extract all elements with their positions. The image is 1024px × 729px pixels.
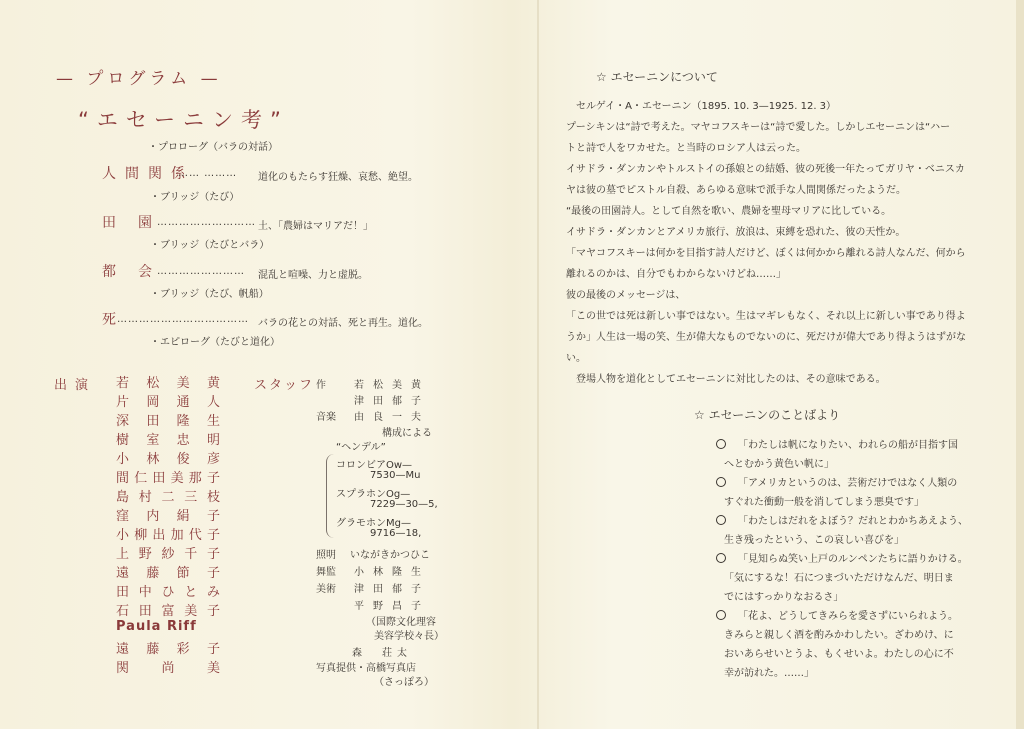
cast-member: 島 村 二 三 枝: [116, 490, 220, 505]
cast-member: 石 田 富 美 子: [116, 604, 220, 619]
quote-line: きみらと親しく酒を酌みかわしたい。ざわめけ、に: [724, 630, 954, 641]
section-leader: ………………………………: [117, 314, 249, 325]
cast-member: 関 尚 美: [116, 661, 220, 676]
staff-label: スタッフ: [254, 378, 315, 393]
quote-line: へとむかう黄色い帆に」: [724, 459, 834, 470]
section-name: 死: [102, 312, 125, 328]
record-label: スプラホンOg—: [336, 489, 411, 500]
staff-name: 小林隆生: [354, 567, 430, 578]
bullet-circle-icon: [716, 515, 726, 525]
cast-member: 遠 藤 彩 子: [116, 642, 220, 657]
quote-line: 「わたしはだれをよぼう？だれとわかちあえよう、: [738, 516, 968, 527]
section-leader: ……………………: [157, 266, 245, 277]
about-line: プーシキンは“詩で考えた。マヤコフスキーは“詩で愛した。しかしエセーニンは“ハー: [566, 122, 951, 133]
bridge: ・ブリッジ（たびとバラ）: [150, 240, 270, 251]
program-heading: — プログラム —: [56, 69, 222, 89]
photo-credit: 写真提供・高橋写真店: [316, 663, 416, 674]
prologue: ・プロローグ（バラの対話）: [148, 142, 278, 153]
bridge: ・ブリッジ（たび、帆船）: [150, 289, 269, 300]
section-name: 田園: [102, 215, 174, 231]
cast-member: 間 仁 田 美 那 子: [116, 471, 220, 486]
section-leader: ………………………: [157, 217, 256, 228]
cast-member: 田 中 ひ と み: [116, 585, 220, 600]
about-paragraph: [566, 96, 966, 390]
quote-line: でにはすっかりなおるさ」: [724, 592, 844, 603]
cast-member: Paula Riff: [116, 619, 197, 634]
bullet-circle-icon: [716, 610, 726, 620]
cast-member: 片 岡 通 人: [116, 395, 220, 410]
paper-edge: [1016, 0, 1024, 729]
staff-name: 森 荘太: [352, 648, 412, 659]
staff-name: 由良一夫: [354, 412, 430, 423]
photo-place: （さっぽろ）: [374, 677, 434, 688]
cast-member: 樹 室 忠 明: [116, 433, 220, 448]
cast-member: 若 松 美 黄: [116, 376, 220, 391]
words-heading: ☆ エセーニンのことばより: [694, 408, 841, 422]
cast-member: 小 林 俊 彦: [116, 452, 220, 467]
art-note: 美容学校々長）: [374, 631, 444, 642]
about-line: 「この世では死は新しい事ではない。生はマギレもなく、それ以上に新しい事であり得よ: [566, 311, 966, 322]
quote-line: 「わたしは帆になりたい、われらの船が目指す国: [738, 440, 958, 451]
art-note: （国際文化理容: [366, 617, 436, 628]
about-line: ヤは彼の墓でピストル自殺、あらゆる意味で派手な人間関係だったようだ。: [566, 185, 906, 196]
record-number: 9716—18,: [370, 528, 422, 539]
cast-member: 上 野 紗 千 子: [116, 547, 220, 562]
staff-name: 津田郁子: [354, 396, 430, 407]
record-number: 7229—30—5,: [370, 499, 438, 510]
section-leader: …… ………: [178, 168, 238, 179]
bullet-circle-icon: [716, 439, 726, 449]
cast-member: 深 田 隆 生: [116, 414, 220, 429]
section-name: 都会: [102, 264, 174, 280]
handel-note: “ヘンデル”: [336, 442, 386, 453]
section-desc: 道化のもたらす狂燥、哀愁、絶望。: [258, 172, 418, 183]
cast-member: 窪 内 絹 子: [116, 509, 220, 524]
page-fold: [537, 0, 539, 729]
epilogue: ・エピローグ（たびと道化）: [150, 337, 280, 348]
bullet-circle-icon: [716, 477, 726, 487]
quote-line: 「花よ、どうしてきみらを愛さずにいられよう。: [738, 611, 958, 622]
quote-line: すぐれた衝動一般を消してしまう悪臭です」: [724, 497, 924, 508]
quote-line: 幸が訪れた。……」: [724, 668, 814, 679]
staff-role-music: 音楽: [316, 412, 336, 423]
staff-name: 若松美黄: [354, 380, 430, 391]
record-label: グラモホンMg—: [336, 518, 411, 529]
about-line: “最後の田園詩人。として自然を歌い、農婦を聖母マリアに比している。: [566, 206, 892, 217]
record-label: コロンビアOw—: [336, 460, 413, 471]
bridge: ・ブリッジ（たび）: [150, 192, 240, 203]
about-line: イサドラ・ダンカンやトルストイの孫娘との結婚、彼の死後一年たってガリヤ・ベニスカ: [566, 164, 965, 175]
about-line: イサドラ・ダンカンとアメリカ旅行、放浪は、束縛を恐れた、彼の天性か。: [566, 227, 906, 238]
staff-role-art: 美術: [316, 584, 336, 595]
play-title: “エセーニン考”: [78, 108, 289, 132]
staff-role-author: 作: [316, 380, 326, 391]
staff-role-lighting: 照明: [316, 550, 336, 561]
quote-line: おいあらせいとうよ、もくせいよ。わたしの心に不: [724, 649, 954, 660]
cast-member: 遠 藤 節 子: [116, 566, 220, 581]
staff-name: 平野昌子: [354, 601, 430, 612]
bullet-circle-icon: [716, 553, 726, 563]
about-line: トと詩で人をワカせた。と当時のロシア人は云った。: [566, 143, 806, 154]
section-name: 人間関係: [102, 166, 194, 182]
quote-line: 生き残ったという、この哀しい喜びを」: [724, 535, 904, 546]
staff-name: 津田郁子: [354, 584, 430, 595]
staff-name: いながきかつひこ: [350, 550, 430, 561]
section-desc: 混乱と喧噪、力と虚脱。: [258, 270, 368, 281]
staff-role-stage: 舞監: [316, 567, 336, 578]
record-number: 7530—Mu: [370, 470, 421, 481]
about-line: い。: [566, 353, 586, 364]
cast-label: 出演: [54, 378, 97, 393]
about-line: うか」人生は一場の笑、生が偉大なものでないのに、死だけが偉大であり得ようはずがな: [566, 332, 966, 343]
about-line: 彼の最後のメッセージは、: [566, 290, 686, 301]
quote-line: 「見知らぬ笑い上戸のルンペンたちに語りかける。: [738, 554, 968, 565]
cast-list: [116, 372, 220, 676]
section-desc: 土、「農婦はマリアだ！」: [258, 221, 373, 232]
music-note: 構成による: [382, 428, 432, 439]
about-heading: ☆ エセーニンについて: [596, 70, 718, 84]
section-desc: バラの花との対話、死と再生。道化。: [258, 318, 428, 329]
about-line: セルゲイ・A・エセーニン（1895. 10. 3—1925. 12. 3）: [576, 101, 837, 112]
quote-line: 「気にするな！石につまづいただけなんだ、明日ま: [724, 573, 954, 584]
about-line: 登場人物を道化としてエセーニンに対比したのは、その意味である。: [576, 374, 886, 385]
about-line: 「マヤコフスキーは何かを目指す詩人だけど、ぼくは何かから離れる詩人なんだ、何から: [566, 248, 966, 259]
quote-line: 「アメリカというのは、芸術だけではなく人類の: [738, 478, 958, 489]
cast-member: 小 柳 出 加 代 子: [116, 528, 220, 543]
about-line: 離れるのかは、自分でもわからないけどね……」: [566, 269, 786, 280]
